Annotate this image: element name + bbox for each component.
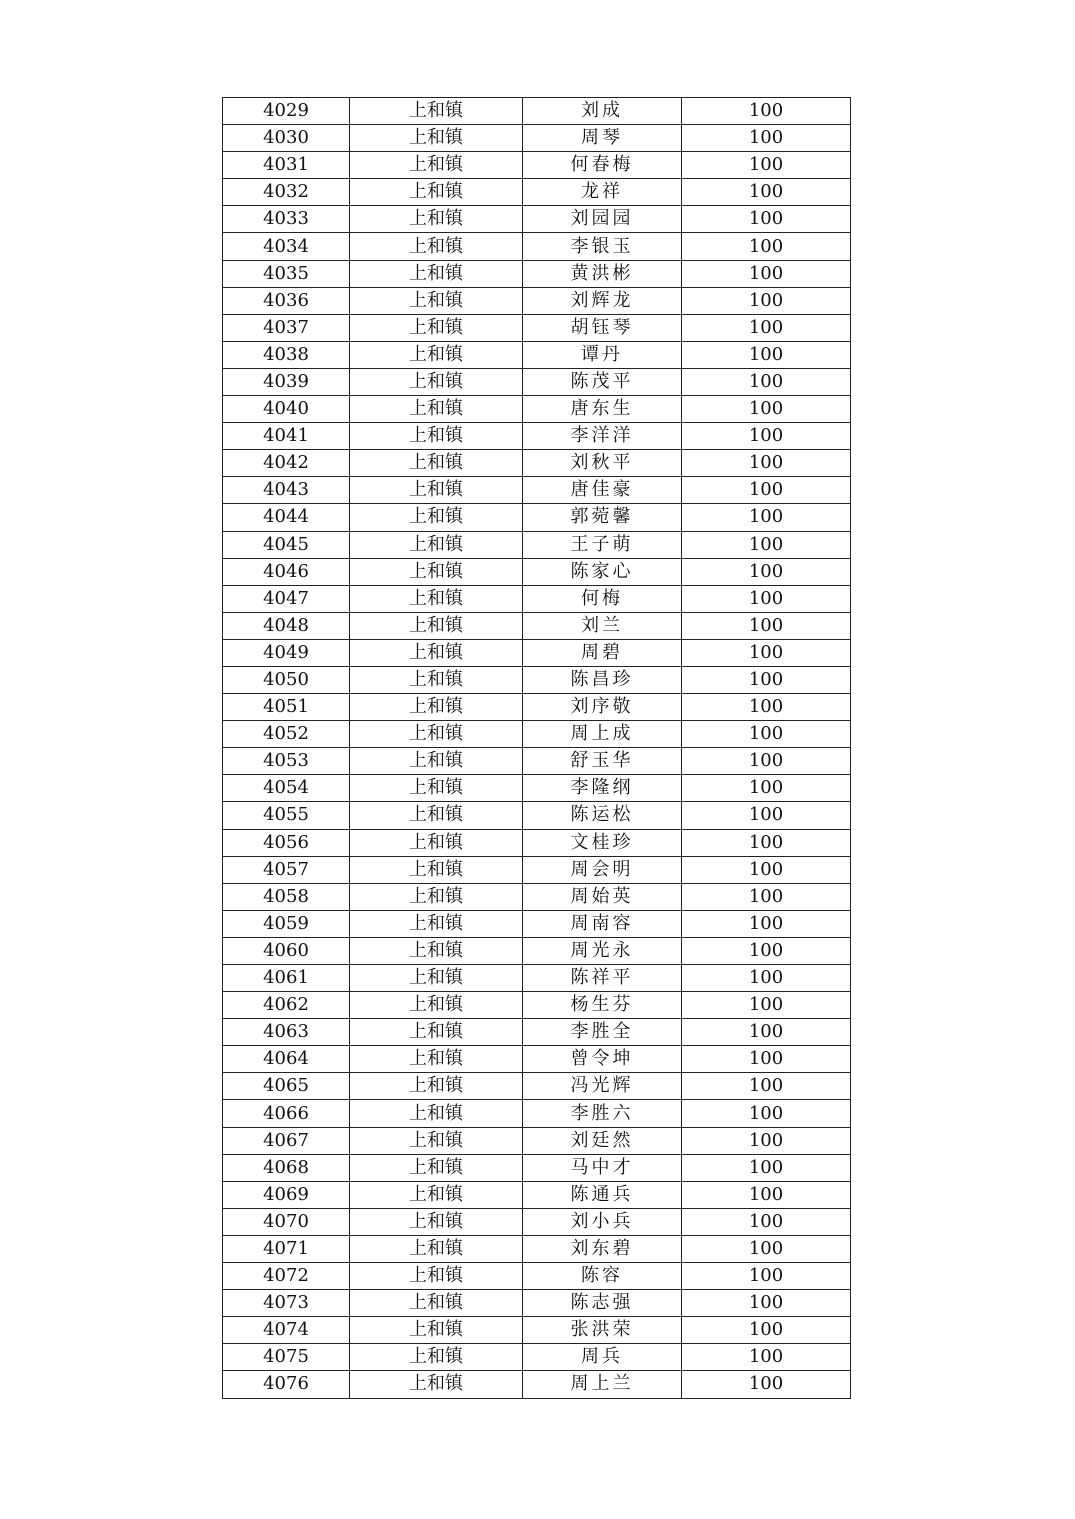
table-row — [223, 1154, 851, 1181]
town-cell: 上和镇 — [350, 152, 523, 179]
town-cell: 上和镇 — [350, 179, 523, 206]
row-number-cell: 4050 — [223, 666, 350, 693]
person-name-cell: 刘辉龙 — [523, 287, 682, 314]
amount-cell: 100 — [682, 179, 851, 206]
person-name-cell: 李银玉 — [523, 233, 682, 260]
person-name-cell: 冯光辉 — [523, 1073, 682, 1100]
row-number-cell: 4067 — [223, 1127, 350, 1154]
amount-cell: 100 — [682, 260, 851, 287]
row-number-cell: 4063 — [223, 1019, 350, 1046]
table-row — [223, 612, 851, 639]
table-row — [223, 477, 851, 504]
table-row — [223, 179, 851, 206]
table-row — [223, 396, 851, 423]
amount-cell: 100 — [682, 125, 851, 152]
row-number-cell: 4057 — [223, 856, 350, 883]
amount-cell: 100 — [682, 937, 851, 964]
town-cell: 上和镇 — [350, 1208, 523, 1235]
town-cell: 上和镇 — [350, 1019, 523, 1046]
person-name-cell: 陈通兵 — [523, 1181, 682, 1208]
town-cell: 上和镇 — [350, 287, 523, 314]
row-number-cell: 4072 — [223, 1263, 350, 1290]
amount-cell: 100 — [682, 314, 851, 341]
table-row — [223, 992, 851, 1019]
amount-cell: 100 — [682, 883, 851, 910]
amount-cell: 100 — [682, 531, 851, 558]
row-number-cell: 4044 — [223, 504, 350, 531]
row-number-cell: 4066 — [223, 1100, 350, 1127]
person-name-cell: 刘兰 — [523, 612, 682, 639]
row-number-cell: 4030 — [223, 125, 350, 152]
person-name-cell: 周南容 — [523, 910, 682, 937]
amount-cell: 100 — [682, 694, 851, 721]
amount-cell: 100 — [682, 423, 851, 450]
town-cell: 上和镇 — [350, 639, 523, 666]
person-name-cell: 杨生芬 — [523, 992, 682, 1019]
person-name-cell: 周始英 — [523, 883, 682, 910]
person-name-cell: 陈昌珍 — [523, 666, 682, 693]
person-name-cell: 刘成 — [523, 98, 682, 125]
table-row — [223, 1181, 851, 1208]
amount-cell: 100 — [682, 233, 851, 260]
amount-cell: 100 — [682, 1235, 851, 1262]
row-number-cell: 4068 — [223, 1154, 350, 1181]
town-cell: 上和镇 — [350, 125, 523, 152]
table-row — [223, 1073, 851, 1100]
table-row — [223, 1235, 851, 1262]
row-number-cell: 4076 — [223, 1371, 350, 1398]
table-row — [223, 341, 851, 368]
person-name-cell: 周光永 — [523, 937, 682, 964]
person-name-cell: 刘小兵 — [523, 1208, 682, 1235]
table-row — [223, 802, 851, 829]
town-cell: 上和镇 — [350, 1263, 523, 1290]
row-number-cell: 4040 — [223, 396, 350, 423]
person-name-cell: 李洋洋 — [523, 423, 682, 450]
amount-cell: 100 — [682, 152, 851, 179]
amount-cell: 100 — [682, 775, 851, 802]
table-row — [223, 1208, 851, 1235]
amount-cell: 100 — [682, 748, 851, 775]
table-row — [223, 450, 851, 477]
table-row — [223, 1263, 851, 1290]
row-number-cell: 4056 — [223, 829, 350, 856]
table-row — [223, 504, 851, 531]
amount-cell: 100 — [682, 639, 851, 666]
amount-cell: 100 — [682, 721, 851, 748]
row-number-cell: 4041 — [223, 423, 350, 450]
person-name-cell: 舒玉华 — [523, 748, 682, 775]
row-number-cell: 4034 — [223, 233, 350, 260]
person-name-cell: 何梅 — [523, 585, 682, 612]
table-row — [223, 1100, 851, 1127]
person-name-cell: 陈家心 — [523, 558, 682, 585]
row-number-cell: 4051 — [223, 694, 350, 721]
row-number-cell: 4039 — [223, 368, 350, 395]
amount-cell: 100 — [682, 1019, 851, 1046]
row-number-cell: 4048 — [223, 612, 350, 639]
table-row — [223, 233, 851, 260]
row-number-cell: 4033 — [223, 206, 350, 233]
table-row — [223, 748, 851, 775]
town-cell: 上和镇 — [350, 504, 523, 531]
town-cell: 上和镇 — [350, 1344, 523, 1371]
amount-cell: 100 — [682, 1046, 851, 1073]
town-cell: 上和镇 — [350, 368, 523, 395]
row-number-cell: 4047 — [223, 585, 350, 612]
amount-cell: 100 — [682, 287, 851, 314]
row-number-cell: 4064 — [223, 1046, 350, 1073]
town-cell: 上和镇 — [350, 423, 523, 450]
person-name-cell: 李隆纲 — [523, 775, 682, 802]
amount-cell: 100 — [682, 1127, 851, 1154]
table-row — [223, 423, 851, 450]
table-row — [223, 856, 851, 883]
table-row — [223, 937, 851, 964]
person-name-cell: 陈祥平 — [523, 965, 682, 992]
town-cell: 上和镇 — [350, 477, 523, 504]
town-cell: 上和镇 — [350, 883, 523, 910]
person-name-cell: 陈容 — [523, 1263, 682, 1290]
person-name-cell: 张洪荣 — [523, 1317, 682, 1344]
amount-cell: 100 — [682, 341, 851, 368]
table-row — [223, 1019, 851, 1046]
person-name-cell: 周会明 — [523, 856, 682, 883]
amount-cell: 100 — [682, 992, 851, 1019]
town-cell: 上和镇 — [350, 694, 523, 721]
row-number-cell: 4036 — [223, 287, 350, 314]
town-cell: 上和镇 — [350, 98, 523, 125]
table-row — [223, 829, 851, 856]
town-cell: 上和镇 — [350, 314, 523, 341]
table-row — [223, 694, 851, 721]
table-row — [223, 206, 851, 233]
row-number-cell: 4069 — [223, 1181, 350, 1208]
table-row — [223, 125, 851, 152]
table-row — [223, 721, 851, 748]
amount-cell: 100 — [682, 802, 851, 829]
table-row — [223, 260, 851, 287]
person-name-cell: 陈志强 — [523, 1290, 682, 1317]
person-name-cell: 周碧 — [523, 639, 682, 666]
town-cell: 上和镇 — [350, 1235, 523, 1262]
row-number-cell: 4071 — [223, 1235, 350, 1262]
amount-cell: 100 — [682, 206, 851, 233]
amount-cell: 100 — [682, 856, 851, 883]
amount-cell: 100 — [682, 910, 851, 937]
town-cell: 上和镇 — [350, 396, 523, 423]
town-cell: 上和镇 — [350, 531, 523, 558]
amount-cell: 100 — [682, 1290, 851, 1317]
town-cell: 上和镇 — [350, 748, 523, 775]
amount-cell: 100 — [682, 666, 851, 693]
row-number-cell: 4054 — [223, 775, 350, 802]
amount-cell: 100 — [682, 965, 851, 992]
person-name-cell: 马中才 — [523, 1154, 682, 1181]
town-cell: 上和镇 — [350, 558, 523, 585]
person-name-cell: 黄洪彬 — [523, 260, 682, 287]
amount-cell: 100 — [682, 1371, 851, 1398]
table-row — [223, 1127, 851, 1154]
person-name-cell: 周琴 — [523, 125, 682, 152]
town-cell: 上和镇 — [350, 937, 523, 964]
town-cell: 上和镇 — [350, 1371, 523, 1398]
amount-cell: 100 — [682, 1181, 851, 1208]
town-cell: 上和镇 — [350, 612, 523, 639]
amount-cell: 100 — [682, 1344, 851, 1371]
town-cell: 上和镇 — [350, 775, 523, 802]
table-row — [223, 1371, 851, 1398]
table-row — [223, 368, 851, 395]
person-name-cell: 刘秋平 — [523, 450, 682, 477]
town-cell: 上和镇 — [350, 721, 523, 748]
town-cell: 上和镇 — [350, 1317, 523, 1344]
row-number-cell: 4037 — [223, 314, 350, 341]
table-row — [223, 910, 851, 937]
town-cell: 上和镇 — [350, 802, 523, 829]
row-number-cell: 4061 — [223, 965, 350, 992]
table-body — [223, 98, 851, 1399]
table-row — [223, 1046, 851, 1073]
person-name-cell: 李胜全 — [523, 1019, 682, 1046]
person-name-cell: 周兵 — [523, 1344, 682, 1371]
row-number-cell: 4055 — [223, 802, 350, 829]
subsidy-roster-table — [222, 97, 851, 1399]
table-row — [223, 1344, 851, 1371]
town-cell: 上和镇 — [350, 450, 523, 477]
table-row — [223, 531, 851, 558]
row-number-cell: 4042 — [223, 450, 350, 477]
row-number-cell: 4074 — [223, 1317, 350, 1344]
town-cell: 上和镇 — [350, 1181, 523, 1208]
town-cell: 上和镇 — [350, 1127, 523, 1154]
amount-cell: 100 — [682, 612, 851, 639]
person-name-cell: 唐东生 — [523, 396, 682, 423]
town-cell: 上和镇 — [350, 1100, 523, 1127]
amount-cell: 100 — [682, 396, 851, 423]
row-number-cell: 4059 — [223, 910, 350, 937]
table-row — [223, 558, 851, 585]
row-number-cell: 4073 — [223, 1290, 350, 1317]
row-number-cell: 4075 — [223, 1344, 350, 1371]
person-name-cell: 刘东碧 — [523, 1235, 682, 1262]
person-name-cell: 唐佳豪 — [523, 477, 682, 504]
town-cell: 上和镇 — [350, 992, 523, 1019]
town-cell: 上和镇 — [350, 856, 523, 883]
table-row — [223, 666, 851, 693]
amount-cell: 100 — [682, 1317, 851, 1344]
person-name-cell: 文桂珍 — [523, 829, 682, 856]
person-name-cell: 周上兰 — [523, 1371, 682, 1398]
town-cell: 上和镇 — [350, 910, 523, 937]
person-name-cell: 胡钰琴 — [523, 314, 682, 341]
amount-cell: 100 — [682, 1154, 851, 1181]
row-number-cell: 4029 — [223, 98, 350, 125]
person-name-cell: 郭菀馨 — [523, 504, 682, 531]
row-number-cell: 4062 — [223, 992, 350, 1019]
amount-cell: 100 — [682, 1073, 851, 1100]
table-row — [223, 1317, 851, 1344]
table-row — [223, 883, 851, 910]
row-number-cell: 4049 — [223, 639, 350, 666]
person-name-cell: 刘序敬 — [523, 694, 682, 721]
row-number-cell: 4053 — [223, 748, 350, 775]
person-name-cell: 陈运松 — [523, 802, 682, 829]
row-number-cell: 4052 — [223, 721, 350, 748]
person-name-cell: 龙祥 — [523, 179, 682, 206]
row-number-cell: 4045 — [223, 531, 350, 558]
town-cell: 上和镇 — [350, 206, 523, 233]
person-name-cell: 何春梅 — [523, 152, 682, 179]
town-cell: 上和镇 — [350, 666, 523, 693]
person-name-cell: 刘园园 — [523, 206, 682, 233]
amount-cell: 100 — [682, 98, 851, 125]
row-number-cell: 4043 — [223, 477, 350, 504]
amount-cell: 100 — [682, 504, 851, 531]
row-number-cell: 4035 — [223, 260, 350, 287]
amount-cell: 100 — [682, 1100, 851, 1127]
person-name-cell: 刘廷然 — [523, 1127, 682, 1154]
town-cell: 上和镇 — [350, 1154, 523, 1181]
amount-cell: 100 — [682, 585, 851, 612]
row-number-cell: 4031 — [223, 152, 350, 179]
row-number-cell: 4058 — [223, 883, 350, 910]
town-cell: 上和镇 — [350, 1073, 523, 1100]
table-row — [223, 152, 851, 179]
table-row — [223, 314, 851, 341]
row-number-cell: 4070 — [223, 1208, 350, 1235]
amount-cell: 100 — [682, 368, 851, 395]
town-cell: 上和镇 — [350, 1290, 523, 1317]
amount-cell: 100 — [682, 450, 851, 477]
person-name-cell: 王子萌 — [523, 531, 682, 558]
amount-cell: 100 — [682, 558, 851, 585]
person-name-cell: 谭丹 — [523, 341, 682, 368]
table-row — [223, 287, 851, 314]
person-name-cell: 李胜六 — [523, 1100, 682, 1127]
row-number-cell: 4060 — [223, 937, 350, 964]
person-name-cell: 曾令坤 — [523, 1046, 682, 1073]
table-row — [223, 98, 851, 125]
row-number-cell: 4065 — [223, 1073, 350, 1100]
town-cell: 上和镇 — [350, 341, 523, 368]
table-row — [223, 1290, 851, 1317]
person-name-cell: 陈茂平 — [523, 368, 682, 395]
table-row — [223, 965, 851, 992]
row-number-cell: 4038 — [223, 341, 350, 368]
row-number-cell: 4046 — [223, 558, 350, 585]
town-cell: 上和镇 — [350, 585, 523, 612]
table-row — [223, 775, 851, 802]
amount-cell: 100 — [682, 477, 851, 504]
town-cell: 上和镇 — [350, 1046, 523, 1073]
amount-cell: 100 — [682, 1263, 851, 1290]
town-cell: 上和镇 — [350, 829, 523, 856]
town-cell: 上和镇 — [350, 260, 523, 287]
town-cell: 上和镇 — [350, 965, 523, 992]
town-cell: 上和镇 — [350, 233, 523, 260]
table-row — [223, 585, 851, 612]
amount-cell: 100 — [682, 1208, 851, 1235]
table-row — [223, 639, 851, 666]
person-name-cell: 周上成 — [523, 721, 682, 748]
row-number-cell: 4032 — [223, 179, 350, 206]
amount-cell: 100 — [682, 829, 851, 856]
